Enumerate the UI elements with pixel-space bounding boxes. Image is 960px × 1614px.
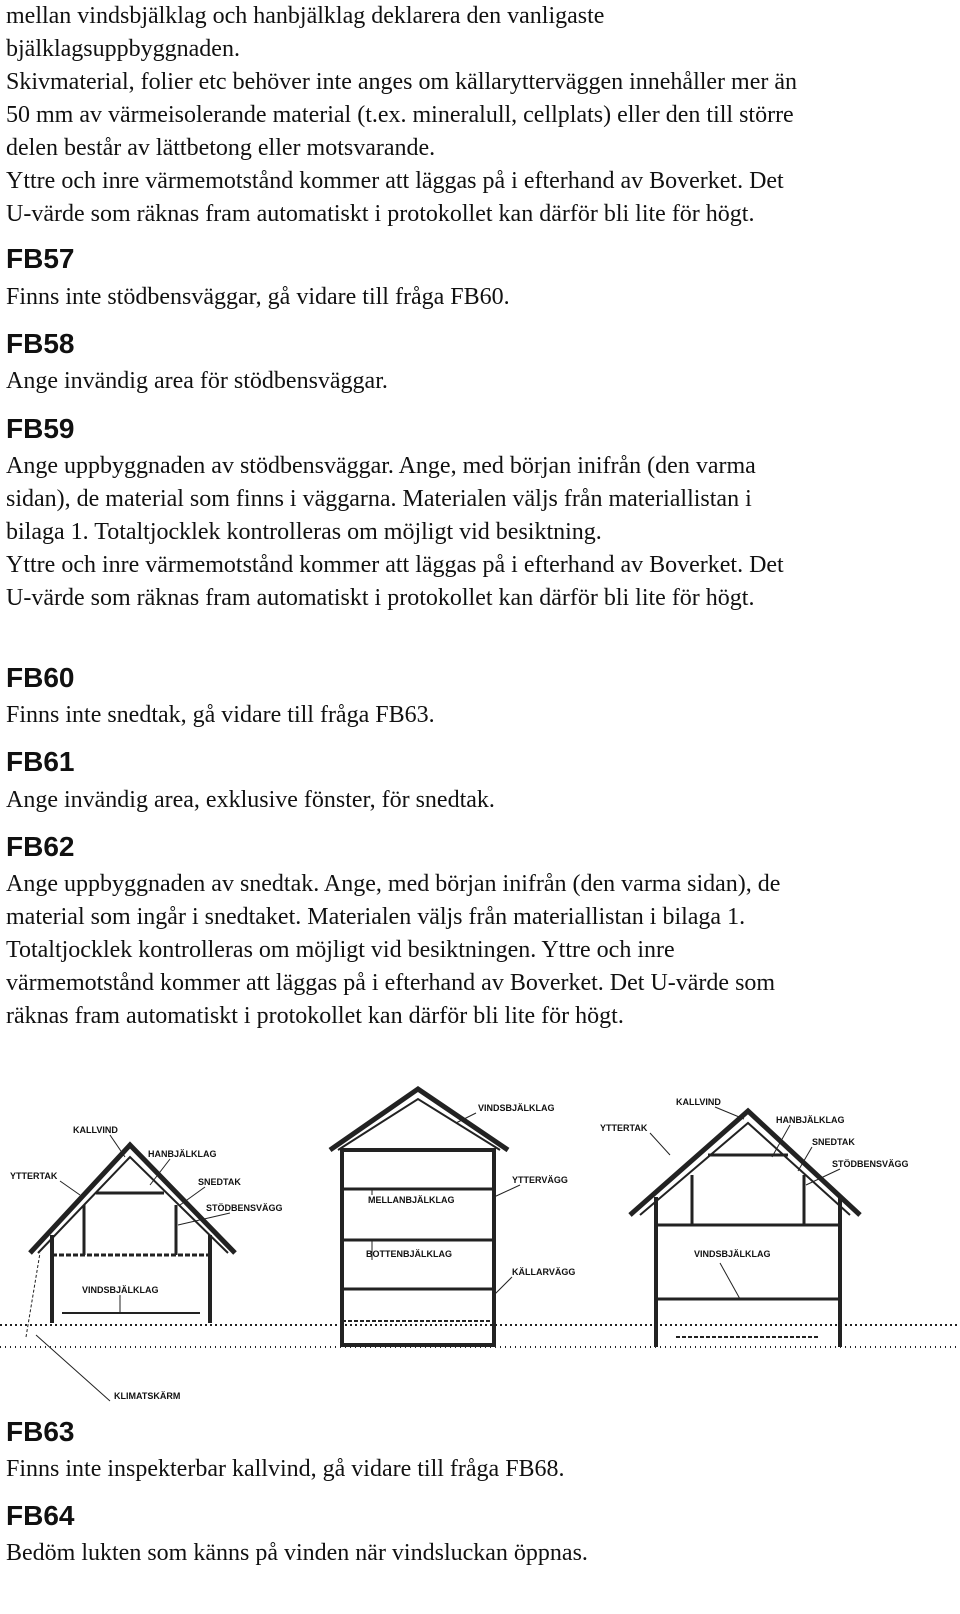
label-stodbensvagg-3: STÖDBENSVÄGG xyxy=(832,1159,909,1169)
label-vindsbjalklag-2: VINDSBJÄLKLAG xyxy=(478,1103,555,1113)
label-stodbensvagg-1: STÖDBENSVÄGG xyxy=(206,1203,283,1213)
text-line: Ange uppbyggnaden av stödbensväggar. Ange, med början inifrån (den varma xyxy=(6,453,756,479)
section-heading-fb64: FB64 xyxy=(6,1500,75,1531)
house-cross-section-figure xyxy=(0,1085,960,1405)
text-line: Finns inte snedtak, gå vidare till fråga FB63. xyxy=(6,702,435,728)
section-heading-fb57: FB57 xyxy=(6,243,75,274)
text-line: bilaga 1. Totaltjocklek kontrolleras om möjligt vid besiktning. xyxy=(6,519,602,545)
text-line: 50 mm av värmeisolerande material (t.ex. mineralull, cellplats) eller den till större xyxy=(6,102,794,128)
section-body-fb61 xyxy=(6,784,946,817)
label-yttervagg: YTTERVÄGG xyxy=(512,1175,568,1185)
section-heading-fb62: FB62 xyxy=(6,831,75,862)
label-hanbjalklag-1: HANBJÄLKLAG xyxy=(148,1149,217,1159)
text-line: U-värde som räknas fram automatiskt i protokollet kan därför bli lite för högt. xyxy=(6,201,755,227)
section-body-fb58 xyxy=(6,365,946,398)
label-bottenbjalklag: BOTTENBJÄLKLAG xyxy=(366,1249,452,1259)
section-heading-fb59: FB59 xyxy=(6,413,75,444)
figure-labels xyxy=(10,1097,909,1401)
label-kallvind-3: KALLVIND xyxy=(676,1097,721,1107)
text-line: delen består av lättbetong eller motsvarande. xyxy=(6,135,436,161)
section-body-fb57 xyxy=(6,281,946,314)
section-heading-fb63: FB63 xyxy=(6,1416,75,1447)
label-hanbjalklag-3: HANBJÄLKLAG xyxy=(776,1115,845,1125)
label-snedtak-1: SNEDTAK xyxy=(198,1177,241,1187)
label-vindsbjalklag-3: VINDSBJÄLKLAG xyxy=(694,1249,771,1259)
text-line: U-värde som räknas fram automatiskt i protokollet kan därför bli lite för högt. xyxy=(6,585,755,611)
section-body-fb62 xyxy=(6,868,946,1033)
text-line: Yttre och inre värmemotstånd kommer att läggas på i efterhand av Boverket. Det xyxy=(6,168,784,194)
section-heading-fb58: FB58 xyxy=(6,328,75,359)
label-yttertak-3: YTTERTAK xyxy=(600,1123,648,1133)
label-snedtak-3: SNEDTAK xyxy=(812,1137,855,1147)
section-body-fb63 xyxy=(6,1453,946,1486)
section-body-fb64 xyxy=(6,1537,946,1570)
house-1-outline xyxy=(26,1145,235,1337)
label-kallvind-1: KALLVIND xyxy=(73,1125,118,1135)
text-line: Ange uppbyggnaden av snedtak. Ange, med början inifrån (den varma sidan), de xyxy=(6,871,781,897)
label-vindsbjalklag-1: VINDSBJÄLKLAG xyxy=(82,1285,159,1295)
text-line: Bedöm lukten som känns på vinden när vindsluckan öppnas. xyxy=(6,1540,588,1566)
house-diagrams xyxy=(0,1085,960,1405)
intro-paragraph xyxy=(6,0,946,231)
text-line: Ange invändig area, exklusive fönster, för snedtak. xyxy=(6,787,495,813)
text-line: värmemotstånd kommer att läggas på i efterhand av Boverket. Det U-värde som xyxy=(6,970,776,996)
text-line: Ange invändig area för stödbensväggar. xyxy=(6,368,388,394)
text-line: bjälklagsuppbyggnaden. xyxy=(6,36,240,62)
text-line: material som ingår i snedtaket. Materialen väljs från materiallistan i bilaga 1. xyxy=(6,904,746,930)
text-line: Yttre och inre värmemotstånd kommer att läggas på i efterhand av Boverket. Det xyxy=(6,552,784,578)
section-heading-fb60: FB60 xyxy=(6,662,75,693)
text-line: Finns inte inspekterbar kallvind, gå vidare till fråga FB68. xyxy=(6,1456,565,1482)
text-line: Finns inte stödbensväggar, gå vidare till fråga FB60. xyxy=(6,284,510,310)
text-line: Skivmaterial, folier etc behöver inte anges om källarytterväggen innehåller mer än xyxy=(6,69,798,95)
text-line: sidan), de material som finns i väggarna. Materialen väljs från materiallistan i xyxy=(6,486,752,512)
text-line: Totaltjocklek kontrolleras om möjligt vid besiktningen. Yttre och inre xyxy=(6,937,675,963)
label-yttertak-1: YTTERTAK xyxy=(10,1171,58,1181)
text-line: mellan vindsbjälklag och hanbjälklag deklarera den vanligaste xyxy=(6,3,605,29)
section-body-fb59 xyxy=(6,450,946,615)
text-line: räknas fram automatiskt i protokollet kan därför bli lite för högt. xyxy=(6,1003,624,1029)
label-mellanbjalklag: MELLANBJÄLKLAG xyxy=(368,1195,455,1205)
section-heading-fb61: FB61 xyxy=(6,746,75,777)
house-2-outline xyxy=(330,1089,508,1345)
section-body-fb60 xyxy=(6,699,946,732)
label-kallarvagg: KÄLLARVÄGG xyxy=(512,1267,576,1277)
label-klimatskarm: KLIMATSKÄRM xyxy=(114,1391,181,1401)
